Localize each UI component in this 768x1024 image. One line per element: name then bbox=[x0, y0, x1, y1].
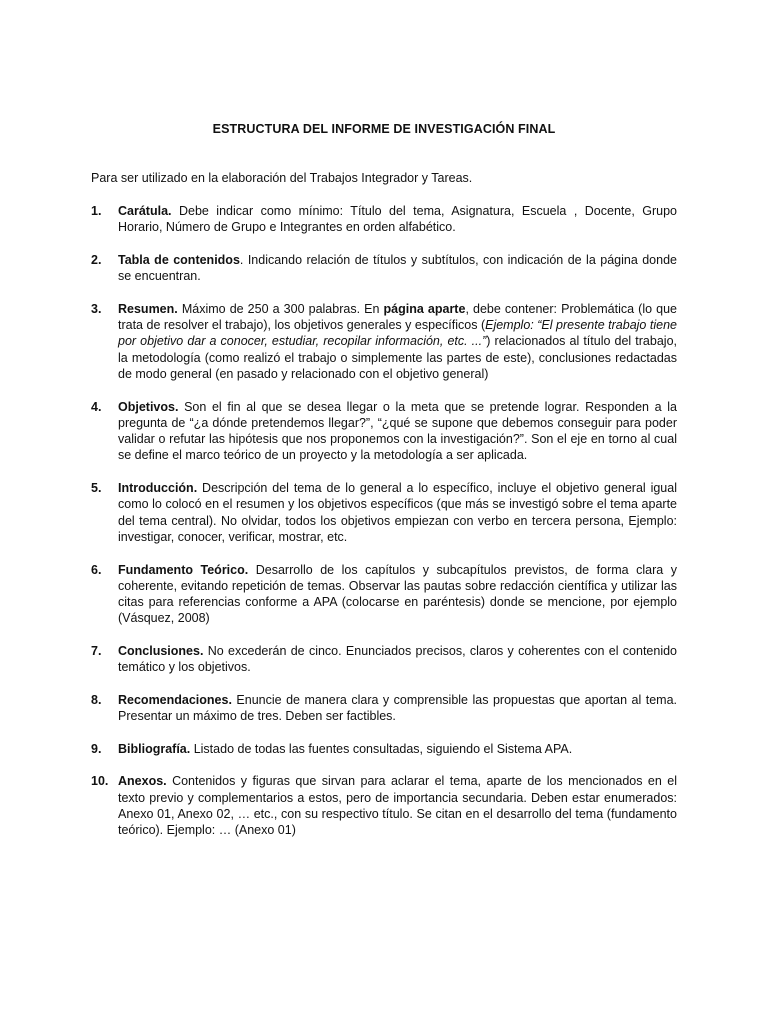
item-text: ) relacionados al título del trabajo, la metodología (como realizó el trabajo o simplemente las partes de este), conclusiones redactadas de modo general (en pasado y relacionado con el objetivo general) bbox=[118, 334, 677, 381]
item-heading: Carátula. bbox=[118, 204, 172, 218]
intro-paragraph: Para ser utilizado en la elaboración del Trabajos Integrador y Tareas. bbox=[91, 171, 473, 185]
item-number: 8. bbox=[91, 692, 102, 707]
item-heading: Recomendaciones. bbox=[118, 692, 232, 707]
list-item-bibliografia bbox=[91, 741, 677, 757]
item-emphasis-bold: página aparte bbox=[383, 301, 466, 316]
item-number: 2. bbox=[91, 252, 102, 267]
item-text: Descripción del tema de lo general a lo específico, incluye el objetivo general igual como lo colocó en el resumen y los objetivos específicos (que más se investigó sobre el tema aparte del tema central). No olvidar, todos los objetivos empiezan con verbo en tercera persona, Ejemplo: investigar, conocer, verificar, mostrar, etc. bbox=[118, 481, 677, 544]
list-item-recomendaciones bbox=[91, 692, 677, 725]
item-text: Debe indicar como mínimo: Título del tema, Asignatura, Escuela , Docente, Grupo Horario, Número de Grupo e Integrantes en orden alfabético. bbox=[118, 204, 677, 235]
item-text: Son el fin al que se desea llegar o la meta que se pretende lograr. Responden a la pregunta de “¿a dónde pretendemos llegar?”, “¿qué se supone que debemos conseguir para poder validar o refutar las hipótesis que nos proponemos con la investigación?”. Son el eje en torno al cual se define el marco teórico de un proyecto y la metodología a ser aplicada. bbox=[118, 399, 677, 463]
item-example-italic: Ejemplo: “El presente trabajo tiene por objetivo dar a conocer, estudiar, recopilar información, etc. ...” bbox=[118, 318, 677, 349]
item-heading: Introducción. bbox=[118, 481, 198, 496]
item-text: No excederán de cinco. Enunciados precisos, claros y coherentes con el contenido temático y los objetivos. bbox=[118, 644, 677, 675]
list-item-tabla-contenidos bbox=[91, 252, 677, 285]
item-text: , debe contener: Problemática (lo que trata de resolver el trabajo), los objetivos generales y específicos ( bbox=[118, 301, 677, 333]
list-item-conclusiones bbox=[91, 643, 677, 676]
item-heading: Fundamento Teórico. bbox=[118, 562, 249, 577]
document-title: ESTRUCTURA DEL INFORME DE INVESTIGACIÓN FINAL bbox=[212, 122, 556, 136]
item-text: Listado de todas las fuentes consultadas, siguiendo el Sistema APA. bbox=[190, 741, 573, 756]
list-item-fundamento-teorico bbox=[91, 562, 677, 627]
item-number: 5. bbox=[91, 481, 102, 496]
item-heading: Resumen. bbox=[118, 301, 178, 316]
list-item-anexos bbox=[91, 773, 677, 838]
item-number: 7. bbox=[91, 644, 102, 659]
item-number: 3. bbox=[91, 301, 102, 316]
item-heading: Anexos. bbox=[118, 774, 167, 789]
item-text: Enuncie de manera clara y comprensible las propuestas que aportan al tema. Presentar un máximo de tres. Deben ser factibles. bbox=[118, 692, 677, 724]
section-list bbox=[91, 203, 677, 855]
item-text: . Indicando relación de títulos y subtítulos, con indicación de la página donde se encuentran. bbox=[118, 252, 677, 284]
item-number: 1. bbox=[91, 204, 102, 218]
item-number: 4. bbox=[91, 399, 102, 414]
list-item-caratula bbox=[91, 203, 677, 236]
item-number: 6. bbox=[91, 562, 102, 577]
item-heading: Conclusiones. bbox=[118, 644, 204, 659]
item-number: 9. bbox=[91, 741, 102, 756]
item-heading: Objetivos. bbox=[118, 399, 179, 414]
item-text: Contenidos y figuras que sirvan para aclarar el tema, aparte de los mencionados en el texto previo y complementarios a estos, pero de importancia secundaria. Deben estar enumerados: Anexo 01, Anexo 02, … etc., con su respectivo título. Se citan en el desarrollo del tema (fundamento teórico). Ejemplo: … (Anexo 01) bbox=[118, 774, 677, 838]
item-text: Máximo de 250 a 300 palabras. En bbox=[177, 301, 384, 316]
list-item-resumen bbox=[91, 301, 677, 382]
item-text: Desarrollo de los capítulos y subcapítulos previstos, de forma clara y coherente, evitando repetición de temas. Observar las pautas sobre redacción científica y utilizar las citas para referencias conforme a APA (colocarse en paréntesis) donde se mencione, por ejemplo (Vásquez, 2008) bbox=[118, 562, 677, 626]
item-number: 10. bbox=[91, 774, 109, 789]
item-heading: Tabla de contenidos bbox=[118, 252, 240, 267]
list-item-objetivos bbox=[91, 399, 677, 464]
list-item-introduccion bbox=[91, 480, 677, 545]
item-heading: Bibliografía. bbox=[118, 741, 191, 756]
